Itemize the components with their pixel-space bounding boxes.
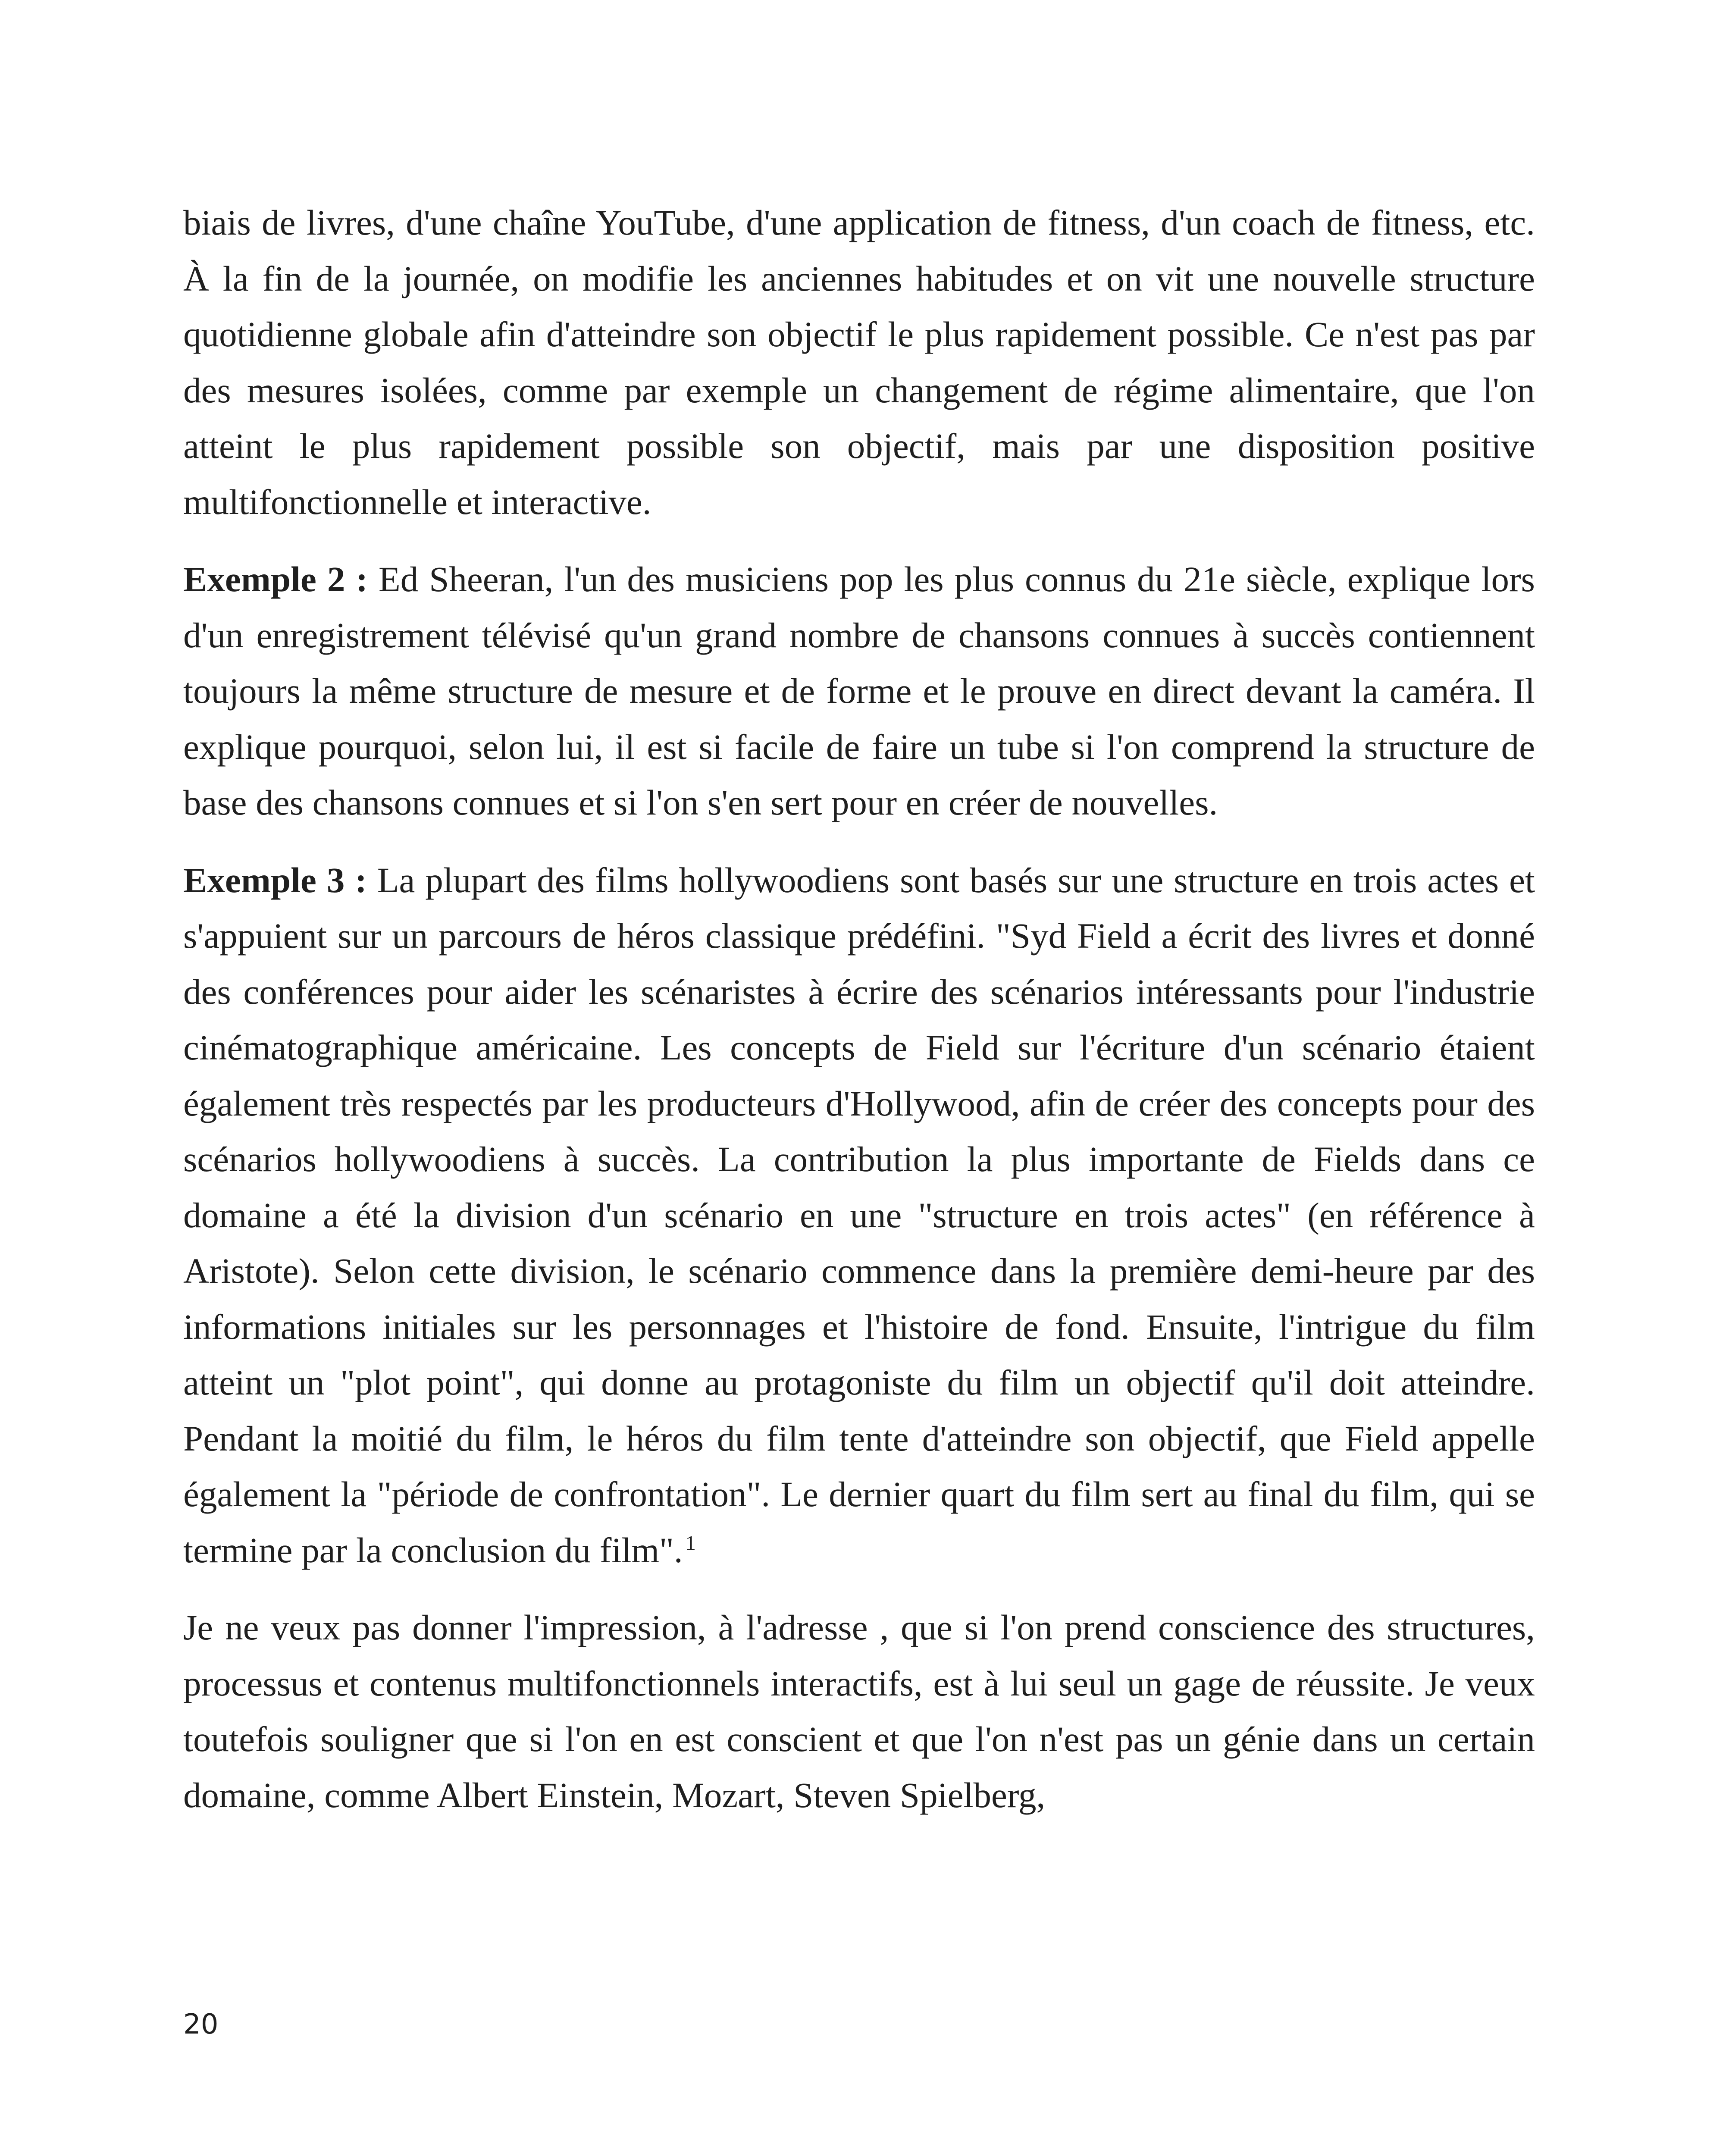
paragraph-1 [183, 195, 1535, 530]
footnote-reference[interactable]: 1 [685, 1531, 696, 1554]
paragraph-example-3 [183, 852, 1535, 1579]
paragraph-1-text: biais de livres, d'une chaîne YouTube, d'une application de fitness, d'un coach de fitness, etc. À la fin de la journée, on modifie les anciennes habitudes et on vit une nouvelle structure quotidienne globale afin d'atteindre son objectif le plus rapidement possible. Ce n'est pas par des mesures isolées, comme par exemple un changement de régime alimentaire, que l'on atteint le plus rapidement possible son objectif, mais par une disposition positive multifonctionnelle et interactive. [183, 203, 1535, 522]
example-3-label: Exemple 3 : [183, 860, 367, 900]
page-number: 20 [183, 2009, 219, 2040]
paragraph-4 [183, 1600, 1535, 1823]
example-2-label: Exemple 2 : [183, 559, 368, 599]
body-text [183, 195, 1535, 1845]
paragraph-4-text: Je ne veux pas donner l'impression, à l'adresse , que si l'on prend conscience des structures, processus et contenus multifonctionnels interactifs, est à lui seul un gage de réussite. Je veux toutefois souligner que si l'on en est conscient et que l'on n'est pas un génie dans un certain domaine, comme Albert Einstein, Mozart, Steven Spielberg, [183, 1608, 1535, 1815]
paragraph-example-2 [183, 552, 1535, 831]
paragraph-example-3-text: La plupart des films hollywoodiens sont basés sur une structure en trois actes et s'appuient sur un parcours de héros classique prédéfini. "Syd Field a écrit des livres et donné des conférences pour aider les scénaristes à écrire des scénarios intéressants pour l'industrie cinématographique américaine. Les concepts de Field sur l'écriture d'un scénario étaient également très respectés par les producteurs d'Hollywood, afin de créer des concepts pour des scénarios hollywoodiens à succès. La contribution la plus importante de Fields dans ce domaine a été la division d'un scénario en une "structure en trois actes" (en référence à Aristote). Selon cette division, le scénario commence dans la première demi-heure par des informations initiales sur les personnages et l'histoire de fond. Ensuite, l'intrigue du film atteint un "plot point", qui donne au protagoniste du film un objectif qu'il doit atteindre. Pendant la moitié du film, le héros du film tente d'atteindre son objectif, que Field appelle également la "période de confrontation". Le dernier quart du film sert au final du film, qui se termine par la conclusion du film". [183, 860, 1535, 1570]
paragraph-example-2-text: Ed Sheeran, l'un des musiciens pop les plus connus du 21e siècle, explique lors d'un enregistrement télévisé qu'un grand nombre de chansons connues à succès contiennent toujours la même structure de mesure et de forme et le prouve en direct devant la caméra. Il explique pourquoi, selon lui, il est si facile de faire un tube si l'on comprend la structure de base des chansons connues et si l'on s'en sert pour en créer de nouvelles. [183, 559, 1535, 822]
